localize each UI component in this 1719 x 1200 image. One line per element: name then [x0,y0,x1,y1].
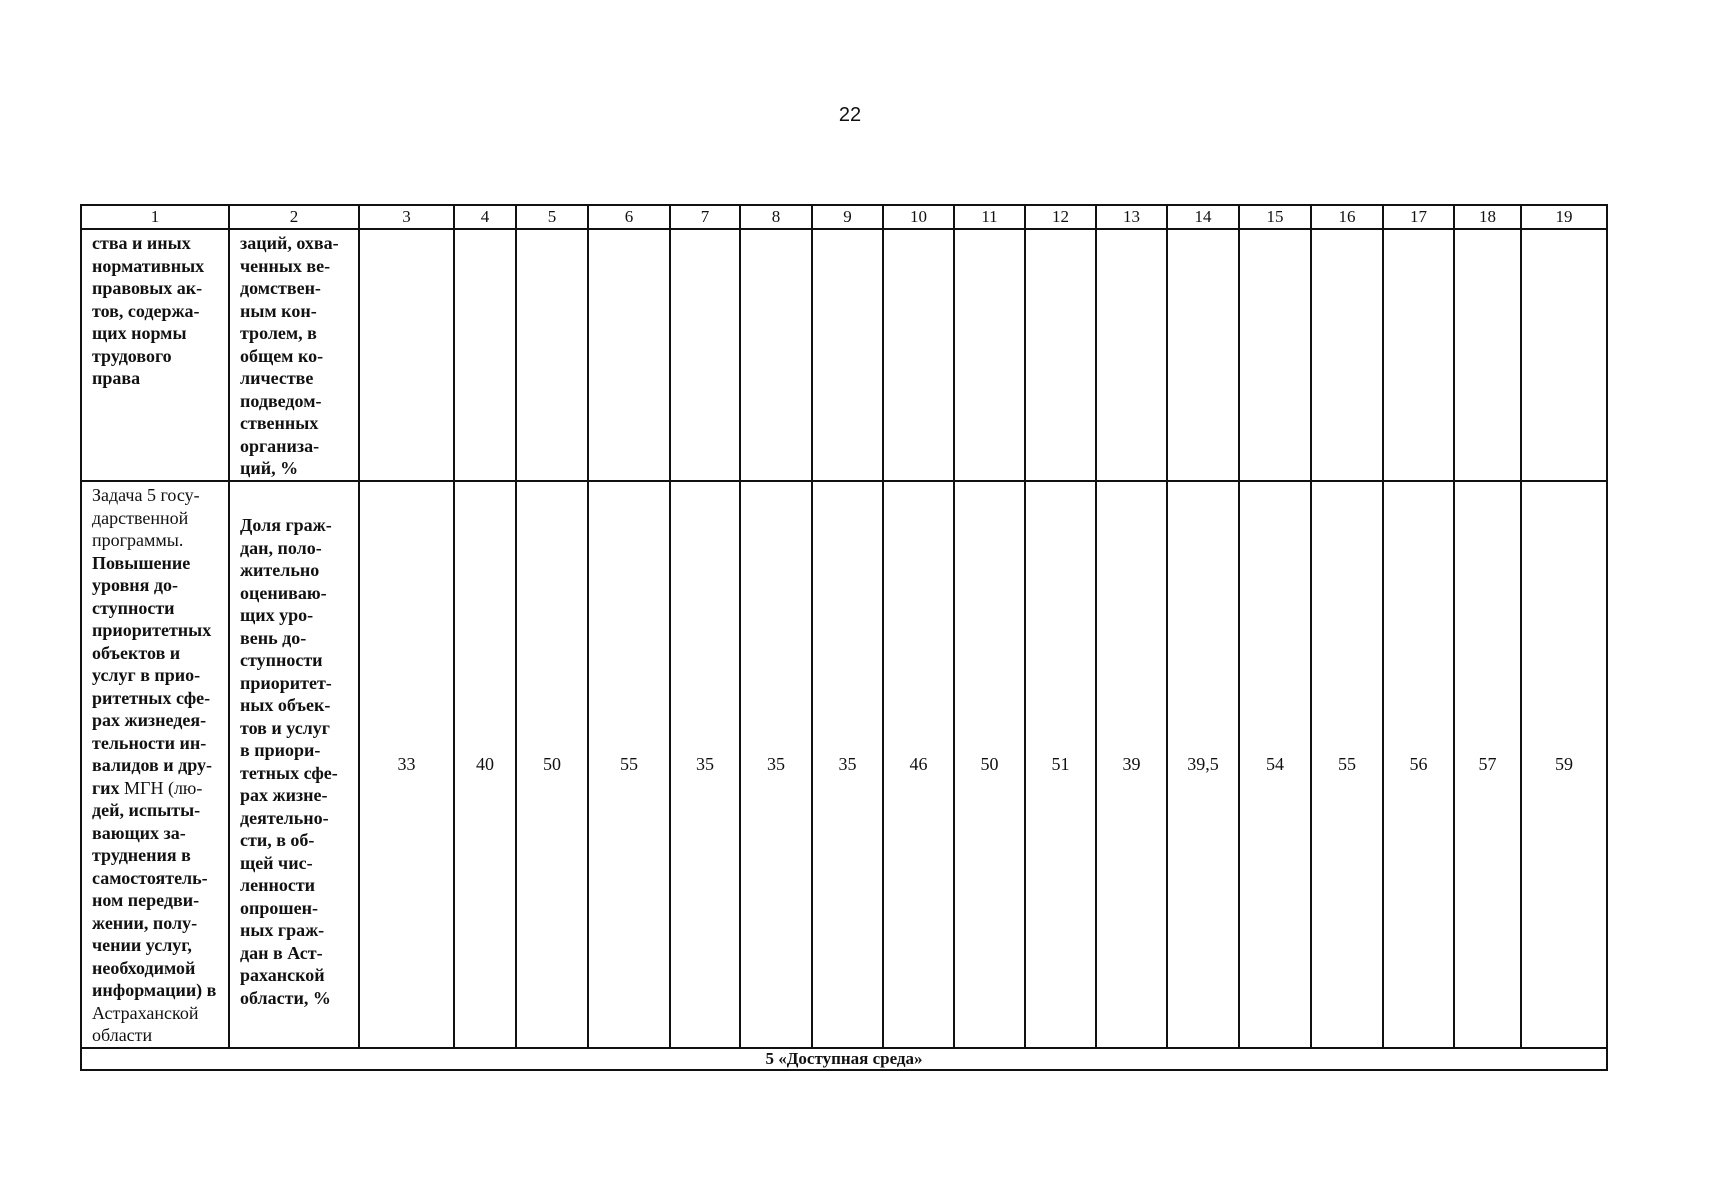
task-body-mgn: МГН (лю- [119,777,203,798]
value-cell: 50 [516,481,588,1048]
header-cell: 15 [1239,205,1311,229]
header-cell: 4 [454,205,516,229]
row1-col2-text: заций, охва- ченных ве- домствен- ным кон- тролем, в общем ко- личестве подведом- ственных организа- ций, % [240,233,339,478]
task-body-tail: дей, испыты- вающих за- труднения в самостоятель- ном передви- жении, полу- чении услуг, необходимой информации) в [92,800,217,1000]
header-cell: 5 [516,205,588,229]
value-cell: 50 [954,481,1025,1048]
header-cell: 12 [1025,205,1096,229]
header-cell: 8 [740,205,812,229]
header-cell: 18 [1454,205,1521,229]
header-cell: 2 [229,205,359,229]
empty-cell [1096,229,1167,481]
value-cell: 39,5 [1167,481,1239,1048]
row2-col1 [81,481,229,1048]
value-cell: 33 [359,481,454,1048]
value-cell: 39 [1096,481,1167,1048]
row1-col1 [81,229,229,481]
section-footer-row [81,1048,1607,1070]
value-cell: 55 [1311,481,1383,1048]
header-cell: 3 [359,205,454,229]
value-cell: 35 [670,481,740,1048]
empty-cell [516,229,588,481]
header-cell: 1 [81,205,229,229]
empty-cell [740,229,812,481]
header-cell: 7 [670,205,740,229]
page-number: 22 [838,104,862,126]
header-cell: 17 [1383,205,1454,229]
header-cell: 6 [588,205,670,229]
value-cell: 46 [883,481,954,1048]
empty-cell [588,229,670,481]
header-cell: 11 [954,205,1025,229]
empty-cell [1454,229,1521,481]
empty-cell [359,229,454,481]
empty-cell [1521,229,1607,481]
value-cell: 57 [1454,481,1521,1048]
value-cell: 59 [1521,481,1607,1048]
empty-cell [670,229,740,481]
row2-col2 [229,481,359,1048]
value-cell: 55 [588,481,670,1048]
empty-cell [1239,229,1311,481]
header-cell: 9 [812,205,883,229]
header-cell: 13 [1096,205,1167,229]
task-intro-text: Задача 5 госу- дарственной программы. [92,485,200,550]
task-body-text [82,552,228,1002]
header-cell: 16 [1311,205,1383,229]
header-row [81,205,1607,229]
empty-cell [1311,229,1383,481]
value-cell: 40 [454,481,516,1048]
empty-cell [954,229,1025,481]
empty-cell [1167,229,1239,481]
empty-cell [883,229,954,481]
empty-cell [1025,229,1096,481]
value-cell: 51 [1025,481,1096,1048]
task-body-main: Повышение уровня до- ступности приоритетных объектов и услуг в прио- ритетных сфе- рах жизнедея- тельности ин- валидов и дру- гих [92,552,212,798]
row2-col2-text: Доля граж- дан, поло- жительно оцениваю- щих уро- вень до- ступности приоритет- ных объек- тов и услуг в приори- тетных сфе- рах жизне- деятельно- сти, в об- щей чис- ленности опрошен- ных граж- дан в Аст- раханской области, % [240,515,338,1008]
value-cell: 54 [1239,481,1311,1048]
header-cell: 19 [1521,205,1607,229]
value-cell: 35 [740,481,812,1048]
table-row [81,229,1607,481]
row1-col1-text: ства и иных нормативных правовых ак- тов, содержа- щих нормы трудового права [92,233,205,388]
value-cell: 35 [812,481,883,1048]
section-title: 5 «Доступная среда» [81,1048,1607,1070]
value-cell: 56 [1383,481,1454,1048]
header-cell: 14 [1167,205,1239,229]
indicators-table [80,204,1608,1071]
empty-cell [812,229,883,481]
header-cell: 10 [883,205,954,229]
row1-col2 [229,229,359,481]
empty-cell [1383,229,1454,481]
task-body-end: Астраханской области [92,1002,199,1045]
table-row [81,481,1607,1048]
empty-cell [454,229,516,481]
